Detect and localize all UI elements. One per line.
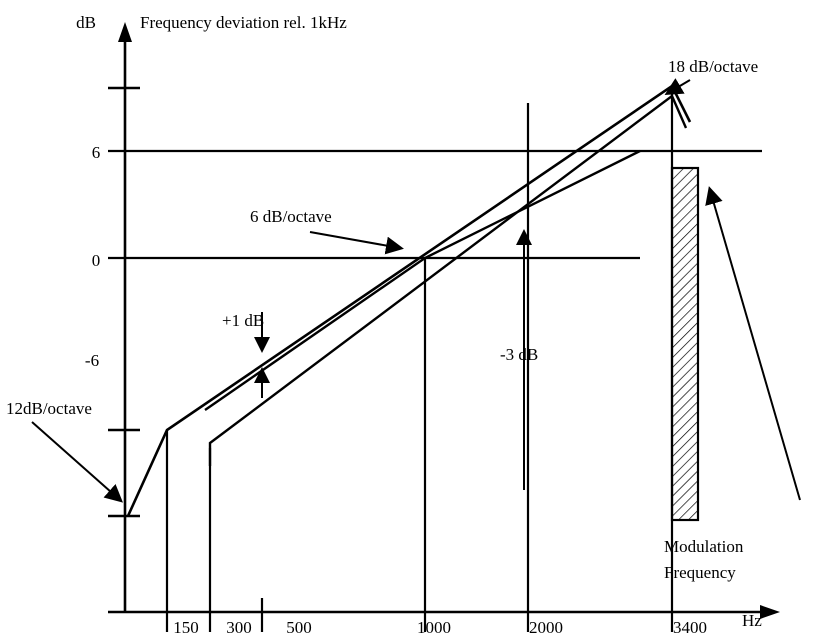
annotation-12db: 12dB/octave: [6, 399, 92, 418]
annotation-6db: 6 dB/octave: [250, 207, 332, 226]
xtick-label-3400: 3400: [673, 618, 707, 637]
annotation-18db: 18 dB/octave: [668, 57, 759, 76]
y-axis-label: dB: [76, 13, 96, 32]
xtick-label-150: 150: [173, 618, 199, 637]
xtick-label-500: 500: [286, 618, 312, 637]
ytick-label-6: 6: [91, 143, 101, 162]
modulation-frequency-band: [672, 168, 698, 520]
annotation-modulation-line1: Modulation: [664, 537, 744, 556]
xtick-label-1000: 1000: [417, 618, 451, 637]
annotation-minus3db: -3 dB: [500, 345, 539, 364]
annotation-modulation-line2: Frequency: [664, 563, 736, 582]
annotation-plus1db: +1 dB: [222, 311, 265, 330]
ytick-label-0: 0: [91, 251, 101, 270]
x-axis-label: Hz: [742, 611, 762, 630]
chart-title: Frequency deviation rel. 1kHz: [140, 13, 347, 32]
xtick-label-300: 300: [226, 618, 252, 637]
xtick-label-2000: 2000: [529, 618, 563, 637]
ytick-label-neg6: -6: [84, 351, 100, 370]
